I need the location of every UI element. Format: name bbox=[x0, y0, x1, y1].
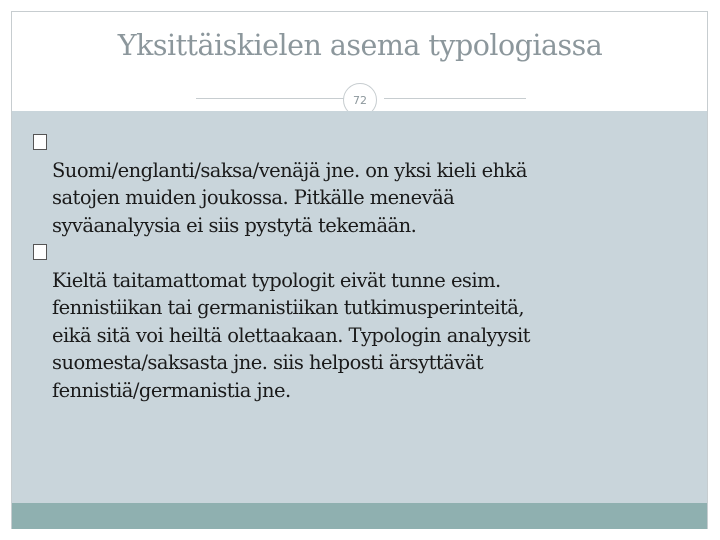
page-number: 72 bbox=[353, 93, 367, 107]
bullet-item bbox=[33, 129, 693, 239]
title-divider-left bbox=[196, 98, 344, 99]
title-divider-right bbox=[384, 98, 526, 99]
bullet-item bbox=[33, 239, 693, 404]
bullet-list bbox=[33, 129, 693, 404]
missing-glyph-icon bbox=[33, 134, 47, 150]
slide-title: Yksittäiskielen asema typologiassa bbox=[117, 29, 603, 62]
footer-band bbox=[12, 503, 707, 529]
bullet-text: Suomi/englanti/saksa/venäjä jne. on yksi kieli ehkä satojen muiden joukossa. Pitkälle menevää syväanalyysia ei siis pystytä tekemään. bbox=[52, 158, 527, 237]
missing-glyph-icon bbox=[33, 244, 47, 260]
bullet-text: Kieltä taitamattomat typologit eivät tunne esim. fennistiikan tai germanistiikan tutkimusperinteitä, eikä sitä voi heiltä olettaakaan. Typologin analyysit suomesta/saksasta jne. siis helposti ärsyttävät fennistiä/germanistia jne. bbox=[52, 268, 530, 402]
